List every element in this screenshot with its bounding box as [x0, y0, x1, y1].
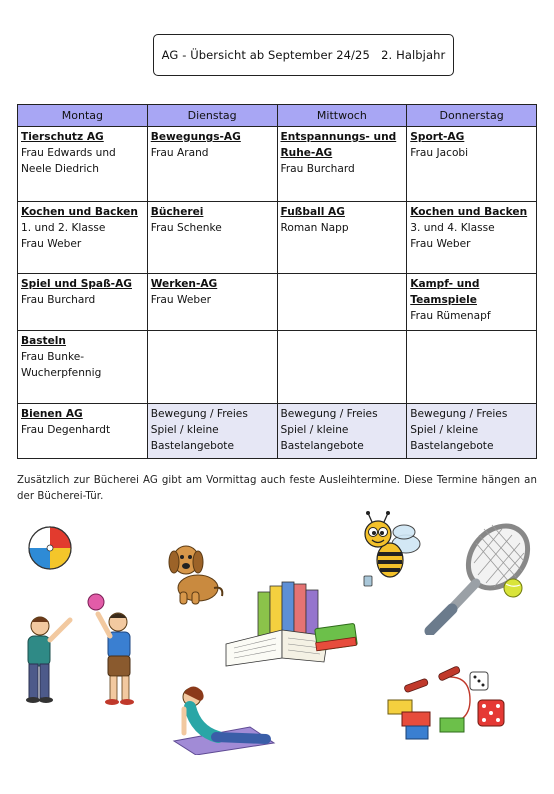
table-cell: [407, 274, 537, 331]
page-title: AG - Übersicht ab September 24/25: [161, 48, 370, 62]
ag-title: Basteln: [21, 335, 66, 347]
dog-icon: [162, 536, 224, 606]
ag-line: Frau Schenke: [150, 222, 222, 234]
header-donnerstag: Donnerstag: [407, 105, 537, 127]
table-cell: [18, 127, 148, 202]
table-cell: [277, 127, 407, 202]
table-header-row: [18, 105, 537, 127]
header-montag: Montag: [18, 105, 148, 127]
title-box: [153, 34, 454, 76]
ag-line: Bastelangebote: [410, 440, 494, 452]
table-row: [18, 127, 537, 202]
ag-line: Bastelangebote: [150, 440, 234, 452]
ag-title: Bewegungs-AG: [150, 131, 241, 143]
table-cell: [18, 274, 148, 331]
ag-line: Frau Edwards und: [21, 147, 116, 159]
ag-line: Frau Weber: [150, 294, 211, 306]
ag-line: Bewegung / Freies: [150, 408, 248, 420]
ag-title: Kochen und Backen: [21, 206, 138, 218]
ag-title: Sport-AG: [410, 131, 465, 143]
ag-line: Spiel / kleine: [410, 424, 479, 436]
ag-line: Spiel / kleine: [280, 424, 349, 436]
bee-icon: [356, 510, 426, 590]
ag-line: Wucherpfennig: [21, 367, 102, 379]
ag-line: Bastelangebote: [280, 440, 364, 452]
ag-line: Frau Rümenapf: [410, 310, 491, 322]
table-cell-empty: [407, 331, 537, 404]
ag-title: Tierschutz AG: [21, 131, 104, 143]
ag-line: Frau Bunke-: [21, 351, 85, 363]
tennis-racket-icon: [424, 513, 536, 635]
ag-line: Frau Burchard: [280, 163, 355, 175]
table-cell-empty: [277, 274, 407, 331]
toys-icon: [382, 660, 514, 760]
ag-title: Bücherei: [150, 206, 204, 218]
ag-title: Bienen AG: [21, 408, 83, 420]
ag-line: Roman Napp: [280, 222, 349, 234]
ag-line: Neele Diedrich: [21, 163, 99, 175]
table-cell: [407, 404, 537, 459]
children-playing-ball-icon: [16, 590, 144, 710]
table-cell: [407, 202, 537, 274]
semester-label: 2. Halbjahr: [381, 48, 446, 62]
ag-line: 1. und 2. Klasse: [21, 222, 106, 234]
ag-line: Frau Jacobi: [410, 147, 469, 159]
table-row: [18, 202, 537, 274]
table-cell: [147, 202, 277, 274]
library-note: Zusätzlich zur Bücherei AG gibt am Vormittag auch feste Ausleihtermine. Diese Termine hängen an der Bücherei-Tür.: [17, 475, 537, 502]
ag-line: Bewegung / Freies: [410, 408, 508, 420]
schedule-table: [17, 104, 537, 459]
table-cell: [277, 202, 407, 274]
table-cell: [18, 331, 148, 404]
ag-line: Frau Weber: [410, 238, 471, 250]
header-mittwoch: Mittwoch: [277, 105, 407, 127]
table-row: [18, 331, 537, 404]
ag-line: Frau Weber: [21, 238, 82, 250]
ag-title: Werken-AG: [150, 278, 218, 290]
table-cell: [277, 404, 407, 459]
table-row: [18, 404, 537, 459]
beach-ball-icon: [26, 524, 74, 572]
ag-line: Frau Burchard: [21, 294, 96, 306]
table-cell-empty: [277, 331, 407, 404]
table-cell: [18, 404, 148, 459]
ag-line: Bewegung / Freies: [280, 408, 378, 420]
title-spacer: [370, 48, 381, 62]
table-cell: [147, 404, 277, 459]
table-cell: [407, 127, 537, 202]
ag-line: 3. und 4. Klasse: [410, 222, 495, 234]
ag-line: Frau Arand: [150, 147, 209, 159]
table-cell: [18, 202, 148, 274]
ag-title: Entspannungs- und Ruhe-AG: [280, 131, 397, 159]
table-row: [18, 274, 537, 331]
yoga-icon: [170, 683, 278, 755]
books-icon: [220, 578, 360, 668]
table-cell: [147, 274, 277, 331]
ag-title: Fußball AG: [280, 206, 345, 218]
header-dienstag: Dienstag: [147, 105, 277, 127]
table-cell-empty: [147, 331, 277, 404]
ag-title: Spiel und Spaß-AG: [21, 278, 132, 290]
table-cell: [147, 127, 277, 202]
ag-line: Frau Degenhardt: [21, 424, 111, 436]
ag-title: Kochen und Backen: [410, 206, 528, 218]
ag-title: Kampf- und Teamspiele: [410, 278, 480, 306]
ag-line: Spiel / kleine: [150, 424, 219, 436]
